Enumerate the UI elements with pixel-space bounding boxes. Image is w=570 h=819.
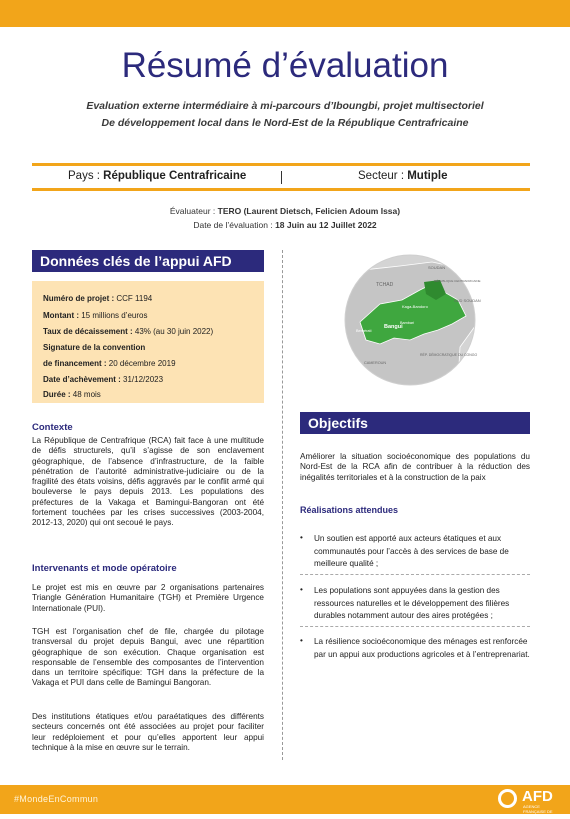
afd-logo [498,787,560,819]
country-label: Pays : [68,170,104,182]
evaluator-line [0,206,570,216]
objectives-text: Améliorer la situation socioéconomique des populations du Nord-Est de la RCA afin de contribuer à la réduction des inégalités territoriales et à la construction de la paix [300,452,530,482]
bullet-text: Un soutien est apporté aux acteurs étatiques et aux communautés pour l’accès à des services de base de meilleure qualité ; [314,534,509,568]
key-data-heading: Données clés de l’appui AFD [32,250,264,272]
country-info [68,170,246,182]
map-label-soudan: SOUDAN [428,265,446,270]
bullet-dot-icon: • [300,533,303,542]
evaluator-label: Évaluateur : [169,206,218,216]
map-label-rdc: RÉP. DÉMOCRATIQUE DU CONGO [420,353,478,357]
page-title: Résumé d’évaluation [121,46,449,85]
key-item: de financement : 20 décembre 2019 [43,359,176,368]
location-map [340,252,480,387]
map-label-rca: RÉPUBLIQUE CENTRAFRICAINE [434,279,481,283]
bullet-dot-icon: • [300,636,303,645]
context-heading: Contexte [32,422,73,433]
column-divider [282,250,283,760]
bullet-separator [300,626,530,627]
key-item: Date d’achèvement : 31/12/2023 [43,375,164,384]
map-label-bangui: Bangui [384,324,403,330]
bullet-dot-icon: • [300,585,303,594]
actors-paragraph-2: TGH est l’organisation chef de file, chargée du pilotage transversal du projet depuis Bangui, avec une répartition géographique de son exécution. Chaque organisation est responsable de l’ensemble des composantes de l’intervention dans un territoire spécifique: TGH dans la préfecture de la Vakaga et PUI dans celle de Bamingui Bangoran. [32,627,264,688]
sector-value: Mutiple [407,170,448,182]
footer-hashtag: #MondeEnCommun [14,794,99,804]
afd-logo-ring-icon [498,789,517,808]
row-separator [281,171,282,184]
map-label-cameroun: CAMEROUN [364,361,387,365]
key-item: Signature de la convention [43,343,146,352]
afd-logo-text: AFD [522,788,553,805]
key-item: Montant : 15 millions d’euros [43,311,148,320]
afd-logo-subtitle: AGENCE FRANÇAISE DE DÉVELOPPEMENT [523,804,559,819]
actors-heading: Intervenants et mode opératoire [32,563,177,574]
country-value: République Centrafricaine [103,170,247,182]
date-value: 18 Juin au 12 Juillet 2022 [275,220,377,230]
key-data-box [32,281,264,403]
footer-bar [0,785,570,819]
actors-paragraph-3: Des institutions étatiques et/ou paraétatiques des différents secteurs concernés ont été associées au projet pour faciliter leur redéploiement et pour qu’elles apportent leur appui technique à la mise en œuvre sur le terrain. [32,712,264,752]
map-label-berberati: Berbérati [356,329,372,333]
map-label-sud-soudan: SUD SOUDAN [454,298,481,303]
bullet-separator [300,574,530,575]
subtitle-line-1: Evaluation externe intermédiaire à mi-parcours d’Iboungbi, projet multisectoriel [86,100,484,112]
subtitle-line-2: De développement local dans le Nord-Est de la République Centrafricaine [101,117,469,129]
top-accent-bar [0,0,570,27]
key-item: Numéro de projet : CCF 1194 [43,294,153,303]
evaluation-date-line [0,220,570,230]
context-text: La République de Centrafrique (RCA) fait face à une multitude de défis structurels, qu’il s’agisse de son enclavement géographique, de l’absence d’infrastructure, de la faible pénétration de l’autorité administrative-judiciaire ou de la fragilité des états voisins, défis aggravés par le conflit armé qui bouleverse le pays depuis 2013. Les populations des préfectures de la Vakaga et Bamingui-Bangoran ont été fortement touchées par les crises successives (2003-2004, 2012-13, 2020) qui ont secoué le pays. [32,436,264,528]
bullet-text: Les populations sont appuyées dans la gestion des ressources naturelles et le développement des filières durables notamment autour des aires protégées ; [314,586,510,620]
sector-info [358,170,447,182]
bullet-text: La résilience socioéconomique des ménages est renforcée par un appui aux productions agricoles et à l’entreprenariat. [314,637,530,659]
key-item: Taux de décaissement : 43% (au 30 juin 2022) [43,327,214,336]
achievements-heading: Réalisations attendues [300,505,399,515]
actors-paragraph-1: Le projet est mis en œuvre par 2 organisations partenaires Triangle Génération Humanitaire (TGH) et Première Urgence Internationale (PUI). [32,583,264,613]
evaluator-value: TERO (Laurent Dietsch, Felicien Adoum Issa) [217,206,401,216]
divider-bottom [32,188,530,191]
map-label-kaga: Kaga-Bandoro [402,304,428,309]
map-label-bambari: Bambari [400,321,415,325]
country-sector-row [32,170,530,186]
date-label: Date de l’évaluation : [193,220,276,230]
sector-label: Secteur : [358,170,408,182]
objectives-heading: Objectifs [300,412,530,434]
key-item: Durée : 48 mois [43,390,101,399]
map-label-tchad: TCHAD [376,282,394,288]
divider-top [32,163,530,166]
